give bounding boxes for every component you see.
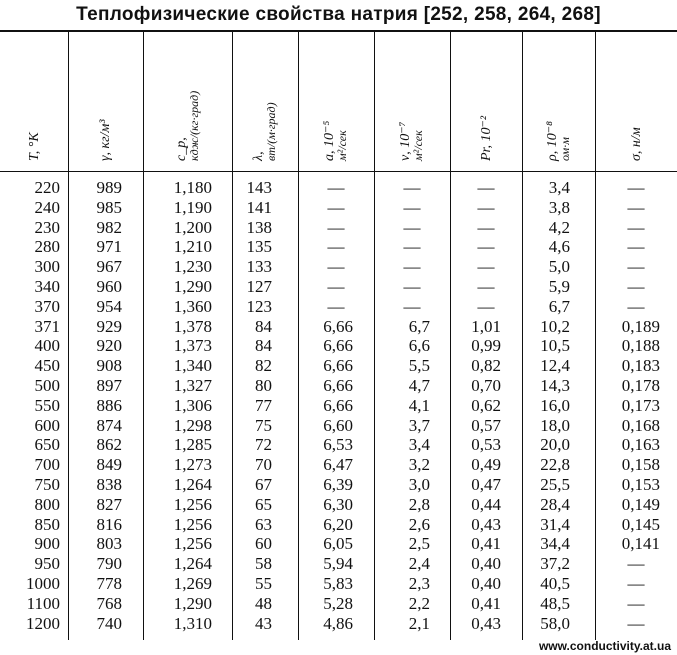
cell-rho: 48,5 <box>540 593 570 613</box>
cell-lambda: 72 <box>255 435 272 455</box>
cell-cp: 1,327 <box>173 376 212 395</box>
cell-cp: 1,256 <box>173 514 212 534</box>
cell-lambda: 123 <box>246 296 272 316</box>
cell-gamma: 897 <box>96 376 122 395</box>
cell-cp: 1,373 <box>173 336 212 356</box>
cell-t: 280 <box>34 237 60 257</box>
cell-sigma: 0,183 <box>621 356 660 376</box>
cell-t: 400 <box>34 336 60 356</box>
cell-a: — <box>327 277 345 296</box>
table-row <box>0 594 677 614</box>
cell-a: 6,47 <box>323 455 353 475</box>
cell-t: 240 <box>34 197 60 217</box>
cell-rho: 25,5 <box>540 475 570 494</box>
cell-nu: 5,5 <box>408 356 430 376</box>
cell-nu: 4,1 <box>408 395 430 415</box>
cell-lambda: 48 <box>255 593 272 613</box>
cell-lambda: 60 <box>255 534 272 554</box>
cell-nu: — <box>403 237 421 257</box>
column-header-lambda <box>232 32 298 171</box>
cell-pr: 0,70 <box>471 376 501 395</box>
cell-gamma: 967 <box>96 257 122 277</box>
cell-lambda: 143 <box>246 178 272 197</box>
column-header-label: c_p, <box>173 137 189 161</box>
cell-pr: 0,53 <box>471 435 501 455</box>
cell-lambda: 84 <box>255 336 272 356</box>
cell-sigma: — <box>627 593 645 613</box>
cell-gamma: 838 <box>96 475 122 494</box>
cell-pr: — <box>477 178 495 197</box>
table-row <box>0 574 677 594</box>
table-row <box>0 475 677 495</box>
cell-lambda: 77 <box>255 395 272 415</box>
table-row <box>0 277 677 297</box>
column-header-unit: м²/сек <box>335 130 349 161</box>
cell-a: — <box>327 197 345 217</box>
column-header-sigma <box>595 32 677 171</box>
cell-cp: 1,180 <box>173 178 212 197</box>
cell-cp: 1,290 <box>173 593 212 613</box>
cell-pr: 1,01 <box>471 316 501 336</box>
cell-t: 550 <box>34 395 60 415</box>
cell-cp: 1,378 <box>173 316 212 336</box>
cell-rho: 10,5 <box>540 336 570 356</box>
cell-rho: 22,8 <box>540 455 570 475</box>
table-row <box>0 495 677 515</box>
cell-t: 371 <box>34 316 60 336</box>
cell-rho: 18,0 <box>540 415 570 435</box>
cell-cp: 1,256 <box>173 534 212 554</box>
cell-sigma: 0,158 <box>621 455 660 475</box>
cell-sigma: — <box>627 554 645 574</box>
cell-rho: 28,4 <box>540 494 570 514</box>
cell-t: 1000 <box>26 574 60 593</box>
cell-t: 850 <box>34 514 60 534</box>
cell-lambda: 133 <box>246 257 272 277</box>
cell-pr: 0,40 <box>471 574 501 593</box>
column-header-unit: вт/(м·град) <box>264 102 278 161</box>
cell-gamma: 816 <box>96 514 122 534</box>
column-header-t <box>0 32 68 171</box>
cell-lambda: 65 <box>255 494 272 514</box>
cell-nu: — <box>403 257 421 277</box>
column-header-label: T, °K <box>26 132 42 161</box>
cell-cp: 1,290 <box>173 277 212 296</box>
column-header-unit: кдж/(кг·град) <box>186 90 201 161</box>
cell-gamma: 827 <box>96 494 122 514</box>
cell-a: 6,66 <box>323 336 353 356</box>
cell-gamma: 790 <box>96 554 122 574</box>
cell-pr: 0,99 <box>471 336 501 356</box>
cell-lambda: 43 <box>255 613 272 633</box>
cell-a: — <box>327 296 345 316</box>
cell-sigma: 0,163 <box>621 435 660 455</box>
cell-t: 230 <box>34 217 60 237</box>
table-row <box>0 554 677 574</box>
cell-cp: 1,273 <box>173 455 212 475</box>
cell-t: 950 <box>34 554 60 574</box>
cell-a: 5,94 <box>323 554 353 574</box>
table-row <box>0 237 677 257</box>
cell-pr: — <box>477 197 495 217</box>
column-header-label: Pr, 10⁻² <box>478 115 494 161</box>
cell-a: 5,83 <box>323 574 353 593</box>
cell-rho: 6,7 <box>548 296 570 316</box>
cell-cp: 1,190 <box>173 197 212 217</box>
cell-cp: 1,285 <box>173 435 212 455</box>
cell-t: 450 <box>34 356 60 376</box>
column-header-gamma <box>68 32 143 171</box>
cell-pr: 0,82 <box>471 356 501 376</box>
cell-gamma: 929 <box>96 316 122 336</box>
cell-cp: 1,310 <box>173 613 212 633</box>
cell-pr: 0,57 <box>471 415 501 435</box>
cell-lambda: 55 <box>255 574 272 593</box>
cell-cp: 1,230 <box>173 257 212 277</box>
cell-gamma: 803 <box>96 534 122 554</box>
column-header-label: ν, 10⁻⁷ <box>398 121 413 161</box>
cell-rho: 10,2 <box>540 316 570 336</box>
cell-lambda: 80 <box>255 376 272 395</box>
cell-sigma: — <box>627 217 645 237</box>
cell-t: 600 <box>34 415 60 435</box>
cell-cp: 1,264 <box>173 475 212 494</box>
cell-sigma: — <box>627 277 645 296</box>
cell-nu: 2,5 <box>408 534 430 554</box>
cell-gamma: 985 <box>96 197 122 217</box>
column-header-unit: м²/сек <box>411 130 425 161</box>
cell-t: 900 <box>34 534 60 554</box>
cell-sigma: 0,153 <box>621 475 660 494</box>
table-row <box>0 297 677 317</box>
watermark: www.conductivity.at.ua <box>538 639 671 653</box>
cell-cp: 1,340 <box>173 356 212 376</box>
cell-cp: 1,264 <box>173 554 212 574</box>
cell-t: 650 <box>34 435 60 455</box>
cell-a: 6,66 <box>323 316 353 336</box>
cell-rho: 5,9 <box>548 277 570 296</box>
cell-sigma: — <box>627 178 645 197</box>
column-header-label: σ, н/м <box>628 127 644 161</box>
cell-sigma: — <box>627 197 645 217</box>
cell-a: — <box>327 237 345 257</box>
cell-nu: 2,3 <box>408 574 430 593</box>
cell-pr: 0,62 <box>471 395 501 415</box>
cell-t: 370 <box>34 296 60 316</box>
cell-sigma: — <box>627 296 645 316</box>
table-row <box>0 376 677 396</box>
cell-gamma: 740 <box>96 613 122 633</box>
cell-a: 5,28 <box>323 593 353 613</box>
cell-lambda: 141 <box>246 197 272 217</box>
cell-sigma: 0,168 <box>621 415 660 435</box>
cell-sigma: — <box>627 613 645 633</box>
cell-lambda: 82 <box>255 356 272 376</box>
cell-sigma: 0,141 <box>621 534 660 554</box>
cell-a: 6,30 <box>323 494 353 514</box>
cell-lambda: 127 <box>246 277 272 296</box>
cell-lambda: 67 <box>255 475 272 494</box>
cell-nu: 3,2 <box>408 455 430 475</box>
cell-a: 4,86 <box>323 613 353 633</box>
cell-sigma: — <box>627 574 645 593</box>
cell-gamma: 954 <box>96 296 122 316</box>
cell-a: — <box>327 217 345 237</box>
column-header-label: ρ, 10⁻⁸ <box>544 121 560 161</box>
cell-rho: 20,0 <box>540 435 570 455</box>
cell-t: 220 <box>34 178 60 197</box>
cell-nu: 2,4 <box>408 554 430 574</box>
cell-lambda: 58 <box>255 554 272 574</box>
cell-nu: 3,7 <box>408 415 430 435</box>
cell-sigma: — <box>627 237 645 257</box>
cell-sigma: 0,145 <box>621 514 660 534</box>
table-row <box>0 317 677 337</box>
cell-t: 500 <box>34 376 60 395</box>
cell-rho: 12,4 <box>540 356 570 376</box>
cell-pr: — <box>477 237 495 257</box>
cell-pr: 0,41 <box>471 534 501 554</box>
cell-t: 1100 <box>26 593 60 613</box>
cell-nu: — <box>403 217 421 237</box>
cell-t: 340 <box>34 277 60 296</box>
header-rule <box>0 171 677 172</box>
cell-rho: 14,3 <box>540 376 570 395</box>
column-header-label: γ, кг/м³ <box>98 119 113 161</box>
cell-gamma: 778 <box>96 574 122 593</box>
table-row <box>0 534 677 554</box>
cell-pr: 0,44 <box>471 494 501 514</box>
column-header-rho <box>522 32 595 171</box>
cell-a: 6,20 <box>323 514 353 534</box>
cell-lambda: 138 <box>246 217 272 237</box>
cell-sigma: 0,149 <box>621 494 660 514</box>
table-row <box>0 515 677 535</box>
cell-pr: 0,43 <box>471 613 501 633</box>
cell-a: 6,66 <box>323 376 353 395</box>
cell-cp: 1,306 <box>173 395 212 415</box>
cell-lambda: 75 <box>255 415 272 435</box>
table-title: Теплофизические свойства натрия [252, 258, 264, 268] <box>76 4 601 25</box>
table-row <box>0 198 677 218</box>
cell-nu: — <box>403 296 421 316</box>
table-row <box>0 178 677 198</box>
cell-t: 800 <box>34 494 60 514</box>
cell-a: 6,53 <box>323 435 353 455</box>
cell-nu: 4,7 <box>408 376 430 395</box>
column-header-nu <box>374 32 450 171</box>
cell-pr: 0,43 <box>471 514 501 534</box>
column-header-a <box>298 32 374 171</box>
cell-nu: — <box>403 197 421 217</box>
cell-rho: 40,5 <box>540 574 570 593</box>
table-row <box>0 614 677 634</box>
cell-sigma: 0,173 <box>621 395 660 415</box>
cell-lambda: 84 <box>255 316 272 336</box>
cell-lambda: 70 <box>255 455 272 475</box>
cell-a: 6,05 <box>323 534 353 554</box>
cell-lambda: 63 <box>255 514 272 534</box>
cell-gamma: 908 <box>96 356 122 376</box>
cell-nu: 3,4 <box>408 435 430 455</box>
cell-rho: 5,0 <box>548 257 570 277</box>
cell-cp: 1,298 <box>173 415 212 435</box>
column-header-label: a, 10⁻⁵ <box>322 120 337 161</box>
cell-a: 6,60 <box>323 415 353 435</box>
cell-a: 6,66 <box>323 356 353 376</box>
cell-nu: 2,8 <box>408 494 430 514</box>
cell-nu: — <box>403 277 421 296</box>
cell-nu: 3,0 <box>408 475 430 494</box>
cell-t: 300 <box>34 257 60 277</box>
cell-sigma: 0,188 <box>621 336 660 356</box>
table-row <box>0 435 677 455</box>
table-row <box>0 218 677 238</box>
cell-gamma: 886 <box>96 395 122 415</box>
column-header-unit: ом·м <box>557 137 572 161</box>
cell-nu: — <box>403 178 421 197</box>
cell-pr: — <box>477 217 495 237</box>
cell-pr: 0,47 <box>471 475 501 494</box>
cell-t: 700 <box>34 455 60 475</box>
table-row <box>0 416 677 436</box>
table-row <box>0 336 677 356</box>
column-header-cp <box>143 32 232 171</box>
cell-t: 1200 <box>26 613 60 633</box>
column-header-label: λ, <box>251 151 266 161</box>
cell-gamma: 960 <box>96 277 122 296</box>
cell-rho: 3,4 <box>548 178 570 197</box>
cell-nu: 2,1 <box>408 613 430 633</box>
cell-gamma: 862 <box>96 435 122 455</box>
cell-rho: 4,6 <box>548 237 570 257</box>
cell-rho: 16,0 <box>540 395 570 415</box>
cell-sigma: 0,178 <box>621 376 660 395</box>
cell-pr: 0,49 <box>471 455 501 475</box>
cell-a: 6,66 <box>323 395 353 415</box>
cell-cp: 1,210 <box>173 237 212 257</box>
cell-gamma: 971 <box>96 237 122 257</box>
cell-gamma: 989 <box>96 178 122 197</box>
table-row <box>0 257 677 277</box>
cell-pr: — <box>477 257 495 277</box>
cell-t: 750 <box>34 475 60 494</box>
cell-gamma: 768 <box>96 593 122 613</box>
cell-gamma: 982 <box>96 217 122 237</box>
column-header-pr <box>450 32 522 171</box>
cell-rho: 31,4 <box>540 514 570 534</box>
cell-rho: 34,4 <box>540 534 570 554</box>
cell-cp: 1,256 <box>173 494 212 514</box>
cell-pr: 0,41 <box>471 593 501 613</box>
cell-gamma: 849 <box>96 455 122 475</box>
cell-rho: 58,0 <box>540 613 570 633</box>
cell-cp: 1,360 <box>173 296 212 316</box>
cell-a: — <box>327 178 345 197</box>
table-row <box>0 356 677 376</box>
cell-rho: 37,2 <box>540 554 570 574</box>
cell-cp: 1,200 <box>173 217 212 237</box>
cell-pr: 0,40 <box>471 554 501 574</box>
cell-pr: — <box>477 277 495 296</box>
table-row <box>0 396 677 416</box>
table-row <box>0 455 677 475</box>
cell-gamma: 874 <box>96 415 122 435</box>
cell-sigma: 0,189 <box>621 316 660 336</box>
cell-nu: 6,6 <box>408 336 430 356</box>
cell-lambda: 135 <box>246 237 272 257</box>
cell-nu: 2,6 <box>408 514 430 534</box>
cell-rho: 3,8 <box>548 197 570 217</box>
cell-a: 6,39 <box>323 475 353 494</box>
cell-pr: — <box>477 296 495 316</box>
cell-nu: 2,2 <box>408 593 430 613</box>
cell-a: — <box>327 257 345 277</box>
cell-cp: 1,269 <box>173 574 212 593</box>
cell-sigma: — <box>627 257 645 277</box>
cell-rho: 4,2 <box>548 217 570 237</box>
cell-gamma: 920 <box>96 336 122 356</box>
cell-nu: 6,7 <box>408 316 430 336</box>
